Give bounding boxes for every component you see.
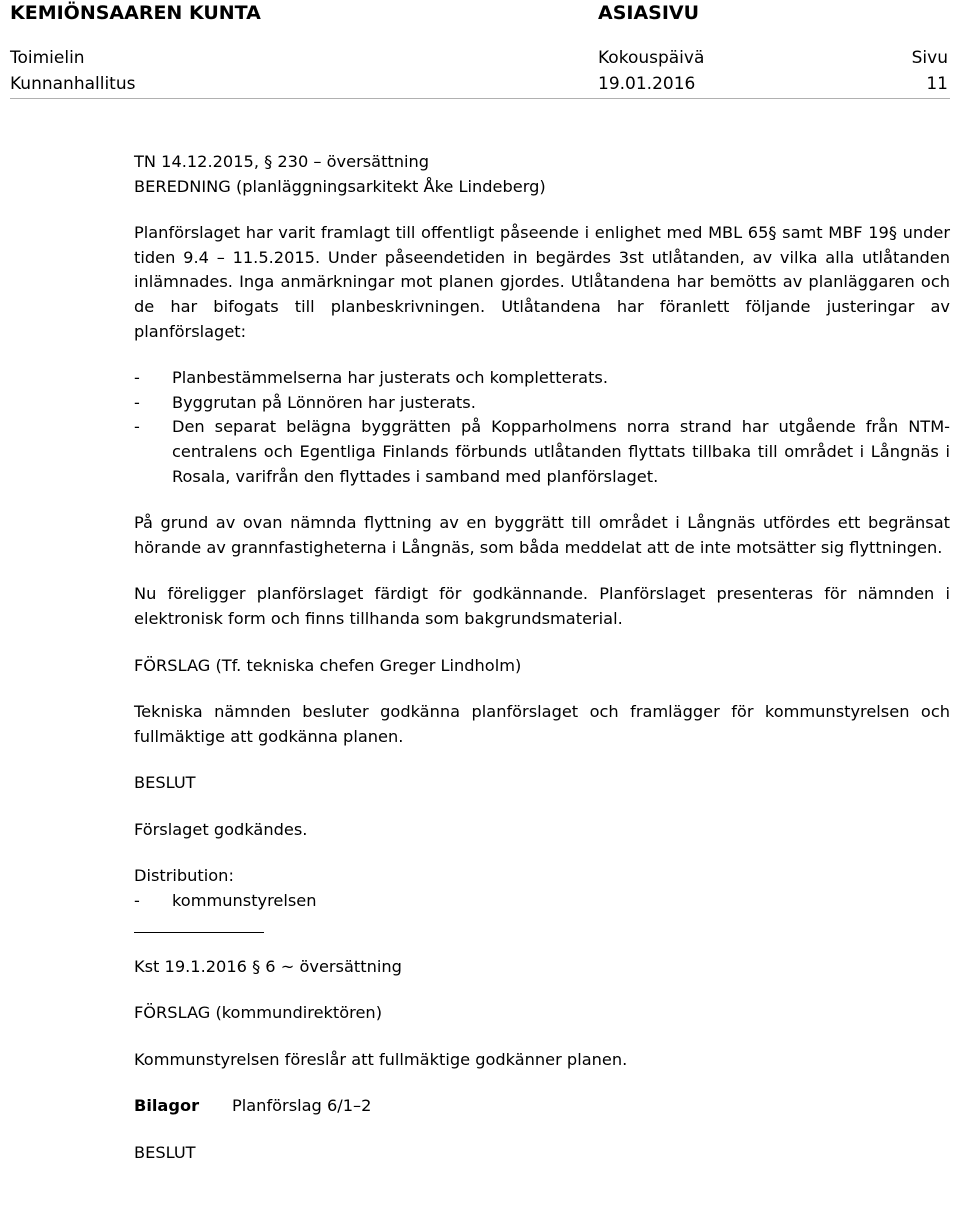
page-number: 11: [926, 74, 948, 94]
meeting-date-label: Kokouspäivä: [598, 48, 705, 68]
organ-label: Toimielin: [10, 48, 85, 68]
meeting-date-value: 19.01.2016: [598, 74, 696, 94]
beslut-text: Förslaget godkändes.: [134, 819, 308, 839]
paragraph-planforslaget: Planförslaget har varit framlagt till offentligt påseende i enlighet med MBL 65§ samt MBF 19§ under tiden 9.4 – 11.5.2015. Under påseendetiden in begärdes 3st utlåtanden, av vilka alla utlåtanden inlämnades. Inga anmärkningar mot planen gjordes. Utlåtandena har bemötts av planläggaren och de har bifogats till planbeskrivningen. Utlåtandena har föranlett följande justeringar av planförslaget:: [134, 223, 950, 341]
bilagor-value: Planförslag 6/1–2: [232, 1096, 372, 1116]
forslag-heading: FÖRSLAG (Tf. tekniska chefen Greger Lindholm): [134, 655, 522, 675]
document-type: ASIASIVU: [598, 2, 700, 24]
reference-tn: TN 14.12.2015, § 230 – översättning: [134, 152, 430, 171]
list-item: - Den separat belägna byggrätten på Kopparholmens norra strand har utgående från NTM-centralens och Egentliga Finlands förbunds utlåtanden flyttats tillbaka till området i Långnäs i Rosala, varifrån den flyttades i samband med planförslaget.: [134, 417, 950, 486]
paragraph-kommunstyrelsen: Kommunstyrelsen föreslår att fullmäktige godkänner planen.: [134, 1049, 628, 1069]
distribution-item: - kommunstyrelsen: [134, 891, 317, 911]
reference-kst: Kst 19.1.2016 § 6 ~ översättning: [134, 956, 402, 976]
beslut-heading-2: BESLUT: [134, 1143, 196, 1163]
organization-name: KEMIÖNSAAREN KUNTA: [10, 2, 261, 24]
beredning-heading: BEREDNING (planläggningsarkitekt Åke Lindeberg): [134, 176, 546, 196]
paragraph-tekniska-namnden: Tekniska nämnden besluter godkänna planförslaget och framlägger för kommunstyrelsen och fullmäktige att godkänna planen.: [134, 702, 950, 746]
bilagor-row: [134, 1094, 950, 1119]
paragraph-flyttning: På grund av ovan nämnda flyttning av en byggrätt till området i Långnäs utfördes ett begränsat hörande av grannfastigheterna i Långnäs, som båda meddelat att de inte motsätter sig flyttningen.: [134, 513, 950, 557]
beslut-heading: BESLUT: [134, 773, 196, 793]
paragraph-godkannande: Nu föreligger planförslaget färdigt för godkännande. Planförslaget presenteras för nämnden i elektronisk form och finns tillhanda som bakgrundsmaterial.: [134, 584, 950, 628]
header-divider: [10, 98, 950, 99]
page-header: [10, 0, 948, 94]
page-label: Sivu: [911, 48, 948, 68]
distribution-label: Distribution:: [134, 866, 234, 886]
bilagor-label: Bilagor: [134, 1096, 200, 1116]
list-item: - Byggrutan på Lönnören har justerats.: [134, 392, 476, 412]
list-item: - Planbestämmelserna har justerats och kompletterats.: [134, 368, 608, 388]
document-body: [134, 150, 950, 1166]
organ-value: Kunnanhallitus: [10, 74, 136, 94]
forslag-kommundirektor-heading: FÖRSLAG (kommundirektören): [134, 1003, 383, 1023]
